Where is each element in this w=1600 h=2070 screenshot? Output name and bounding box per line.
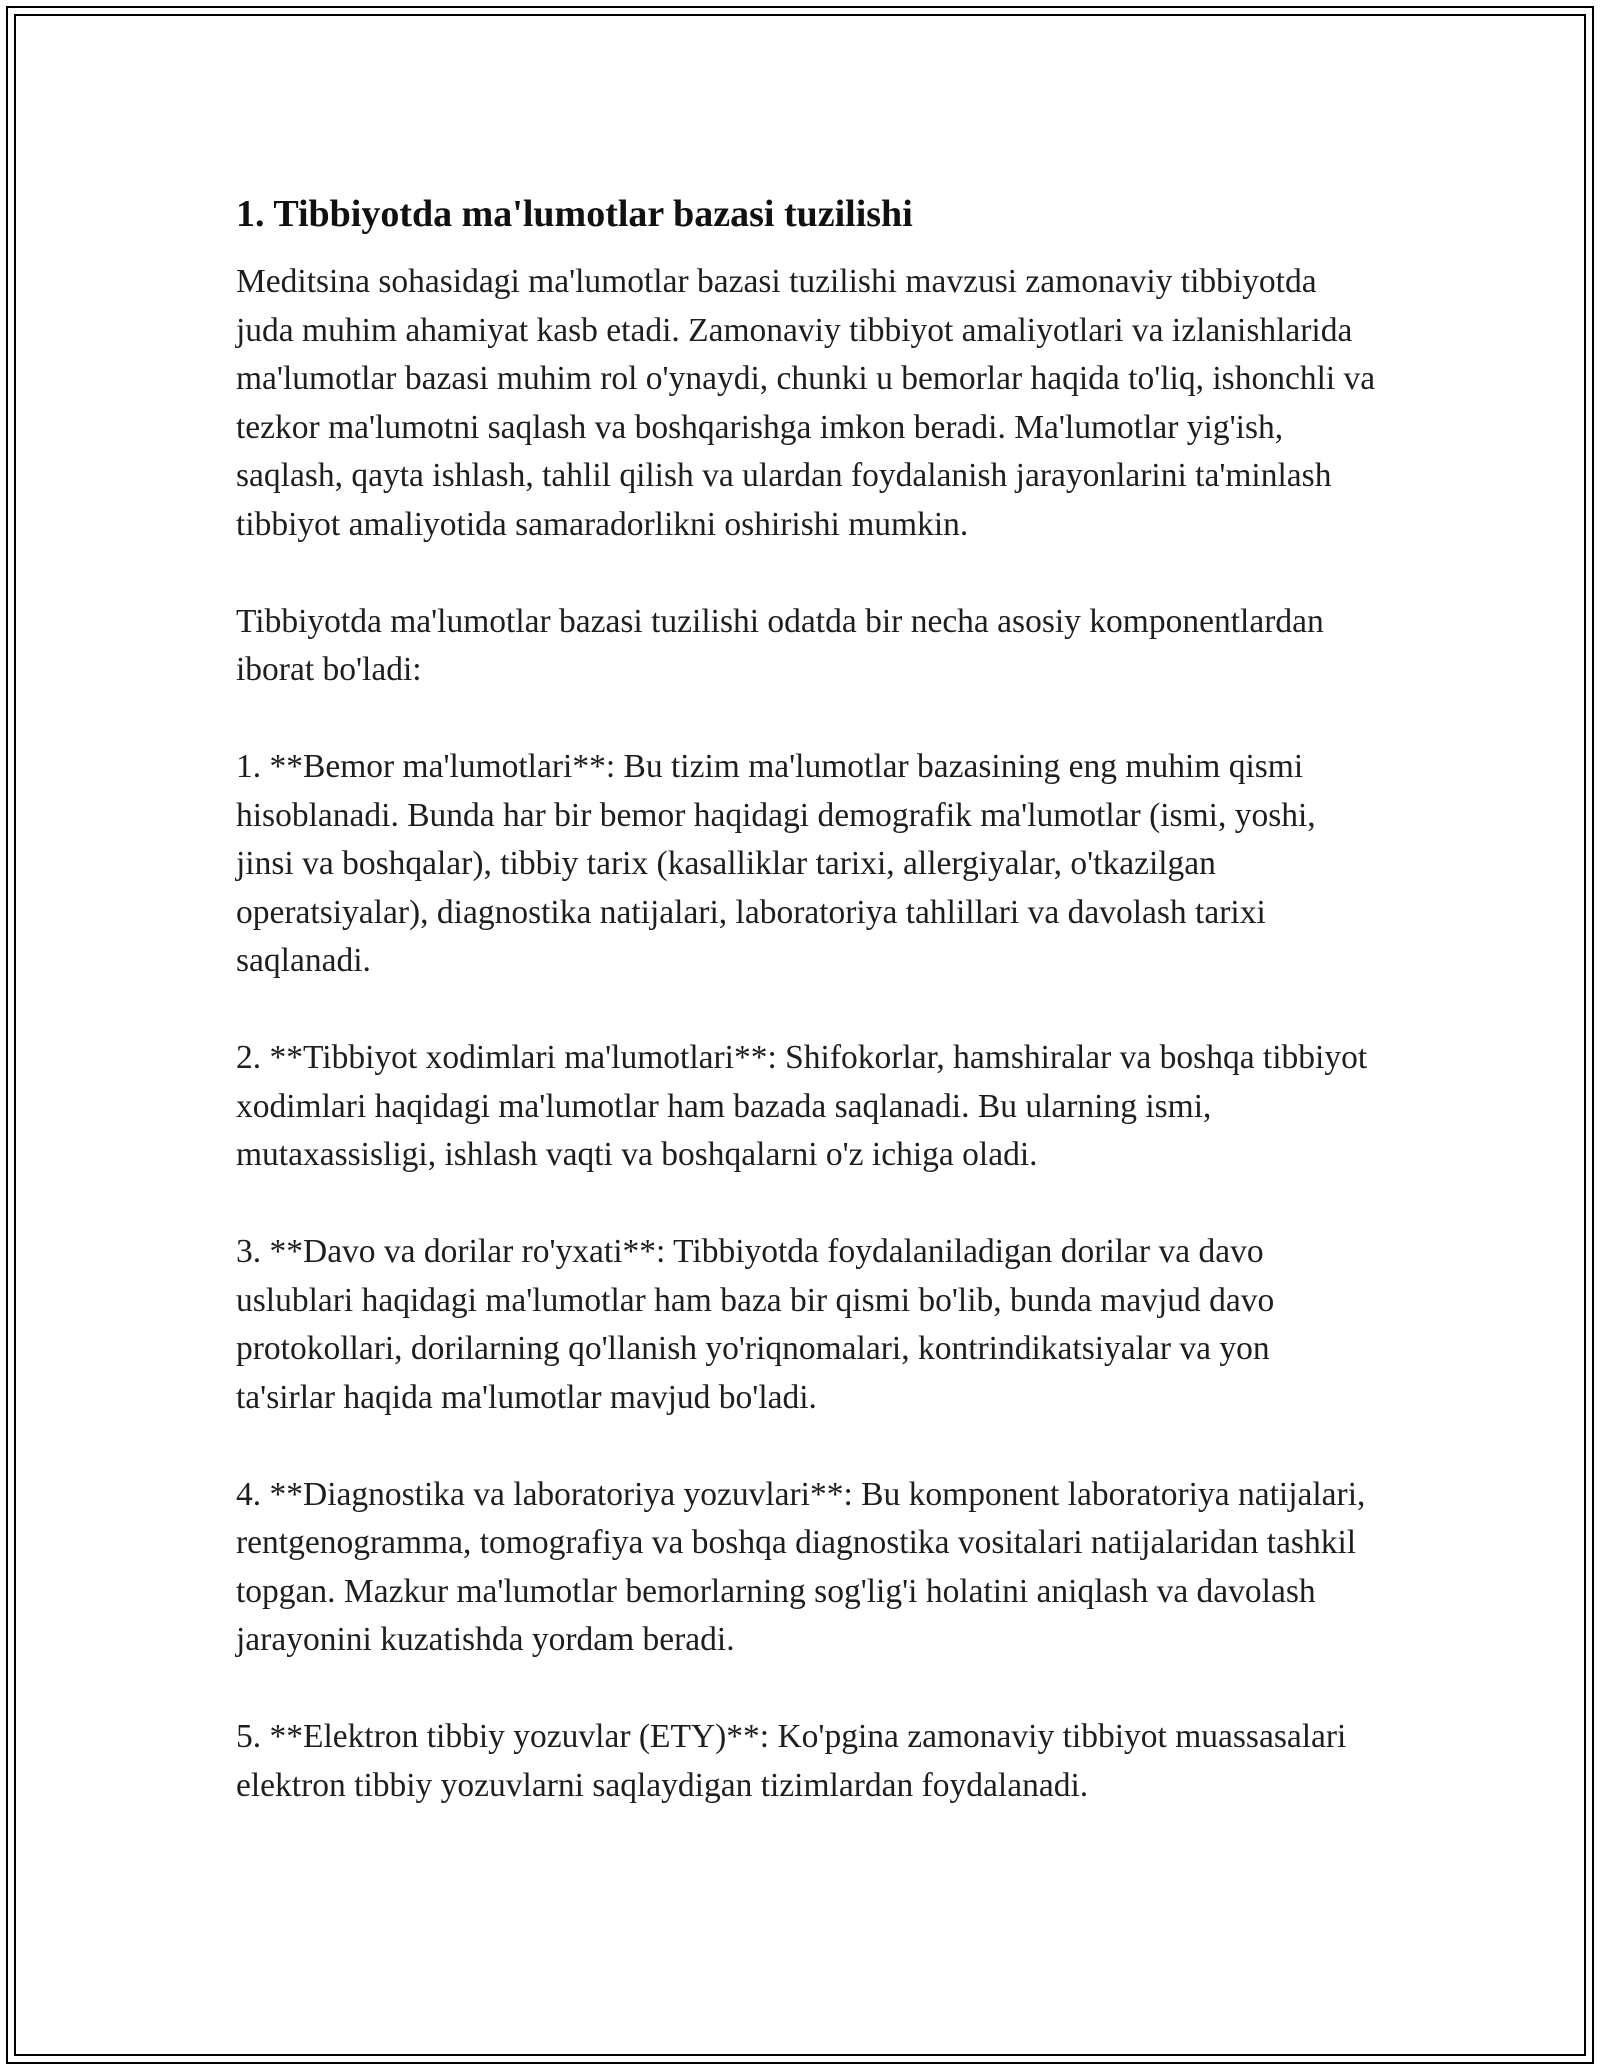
list-item-staff-data: 2. **Tibbiyot xodimlari ma'lumotlari**: Shifokorlar, hamshiralar va boshqa tibbiyot xodimlari haqidagi ma'lumotlar ham bazada saqlanadi. Bu ularning ismi, mutaxassisligi, ishlash vaqti va boshqalarni o'z ichiga oladi. <box>236 1039 1368 1173</box>
intro-paragraph: Meditsina sohasidagi ma'lumotlar bazasi tuzilishi mavzusi zamonaviy tibbiyotda juda muhim ahamiyat kasb etadi. Zamonaviy tibbiyot amaliyotlari va izlanishlarida ma'lumotlar bazasi muhim rol o'ynaydi, chunki u bemorlar haqida to'liq, ishonchli va tezkor ma'lumotni saqlash va boshqarishga imkon beradi. Ma'lumotlar yig'ish, saqlash, qayta ishlash, tahlil qilish va ulardan foydalanish jarayonlarini ta'minlash tibbiyot amaliyotida samaradorlikni oshirishi mumkin. <box>236 263 1376 543</box>
section-heading: 1. Tibbiyotda ma'lumotlar bazasi tuzilishi <box>236 193 913 235</box>
list-item-electronic-records: 5. **Elektron tibbiy yozuvlar (ETY)**: Ko'pgina zamonaviy tibbiyot muassasalari elektron tibbiy yozuvlarni saqlaydigan tizimlardan foydalanadi. <box>236 1718 1347 1804</box>
list-item-diagnostics-lab: 4. **Diagnostika va laboratoriya yozuvlari**: Bu komponent laboratoriya natijalari, rentgenogramma, tomografiya va boshqa diagnostika vositalari natijalaridan tashkil topgan. Mazkur ma'lumotlar bemorlarning sog'lig'i holatini aniqlash va davolash jarayonini kuzatishda yordam beradi. <box>236 1475 1366 1658</box>
components-intro-paragraph: Tibbiyotda ma'lumotlar bazasi tuzilishi odatda bir necha asosiy komponentlardan iborat bo'ladi: <box>236 602 1324 688</box>
list-item-patient-data: 1. **Bemor ma'lumotlari**: Bu tizim ma'lumotlar bazasining eng muhim qismi hisoblanadi. Bunda har bir bemor haqidagi demografik ma'lumotlar (ismi, yoshi, jinsi va boshqalar), tibbiy tarix (kasalliklar tarixi, allergiyalar, o'tkazilgan operatsiyalar), diagnostika natijalari, laboratoriya tahlillari va davolash tarixi saqlanadi. <box>236 748 1316 979</box>
list-item-treatments-drugs: 3. **Davo va dorilar ro'yxati**: Tibbiyotda foydalaniladigan dorilar va davo uslublari haqidagi ma'lumotlar ham baza bir qismi bo'lib, bunda mavjud davo protokollari, dorilarning qo'llanish yo'riqnomalari, kontrindikatsiyalar va yon ta'sirlar haqida ma'lumotlar mavjud bo'ladi. <box>236 1233 1275 1416</box>
document-body <box>236 190 1376 1859</box>
